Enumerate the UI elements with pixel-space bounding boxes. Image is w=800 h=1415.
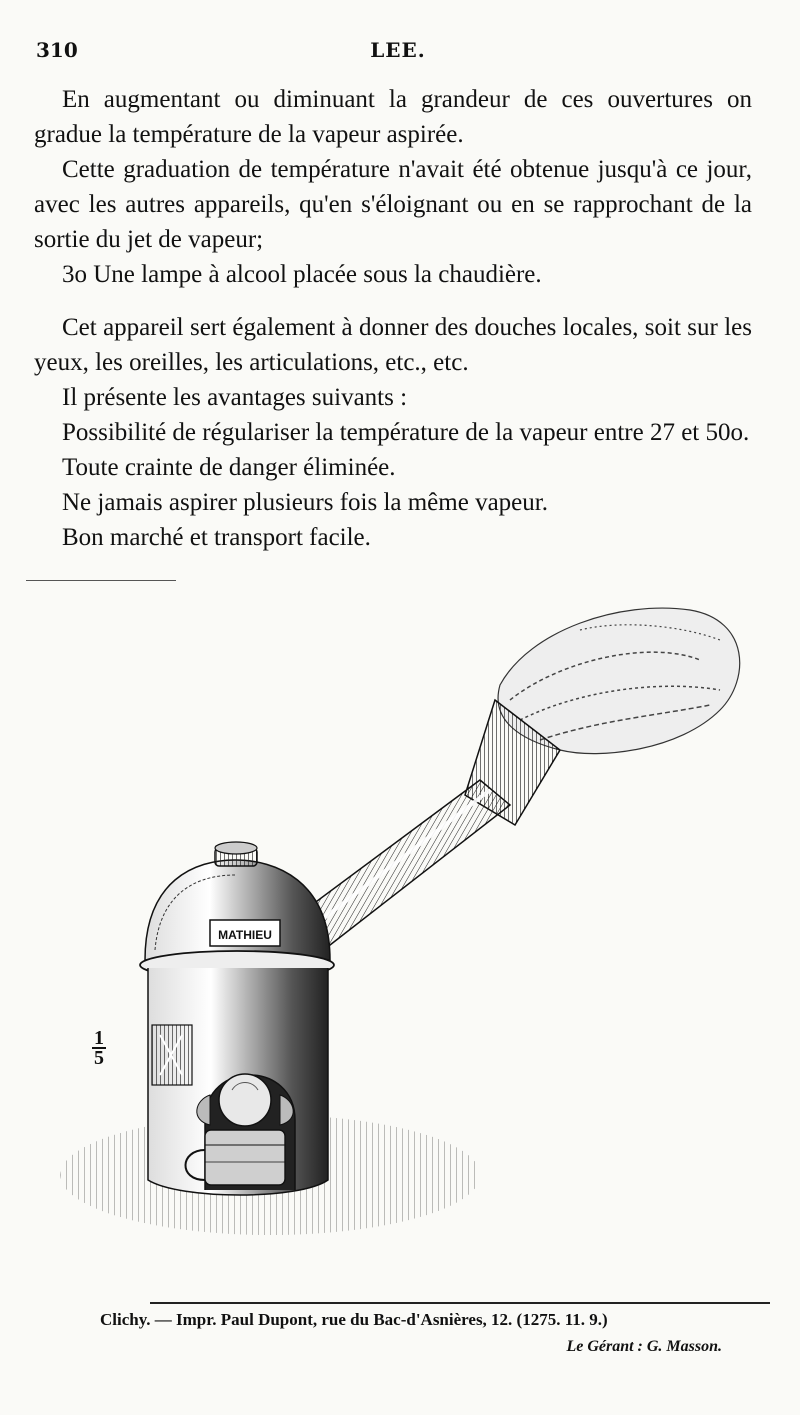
- paragraph: Cet appareil sert également à donner des douches locales, soit sur les yeux, les oreilles, les articulations, etc., etc.: [34, 314, 752, 376]
- scale-numerator: 1: [94, 1027, 104, 1049]
- scale-fraction: [92, 1027, 106, 1069]
- paragraph: En augmentant ou diminuant la grandeur de ces ouvertures on gradue la température de la vapeur aspirée.: [34, 86, 752, 148]
- inhaler-illustration: [60, 590, 760, 1270]
- scale-denominator: 5: [94, 1047, 104, 1069]
- alcohol-lamp: [205, 1130, 285, 1185]
- lamp-globe: [219, 1074, 271, 1126]
- running-head: LEE.: [370, 38, 426, 62]
- separator-rule: [26, 580, 176, 581]
- page-number: 310: [36, 38, 78, 62]
- body-text: [34, 82, 752, 555]
- paragraph: Cette graduation de température n'avait été obtenue jusqu'à ce jour, avec les autres appareils, qu'en s'éloignant ou en se rapprochant de la sortie du jet de vapeur;: [34, 156, 752, 253]
- imprint-line: Clichy. — Impr. Paul Dupont, rue du Bac-d'Asnières, 12. (1275. 11. 9.): [100, 1310, 608, 1329]
- inhaler-tube: [305, 780, 510, 945]
- paragraph: Il présente les avantages suivants :: [62, 384, 408, 411]
- gerant-line: Le Gérant : G. Masson.: [566, 1338, 722, 1355]
- paragraph: Toute crainte de danger éliminée.: [62, 454, 396, 481]
- footer-rule: [150, 1302, 770, 1304]
- paragraph: Bon marché et transport facile.: [62, 524, 371, 551]
- maker-plate-label: MATHIEU: [218, 928, 272, 942]
- paragraph: Ne jamais aspirer plusieurs fois la même vapeur.: [62, 489, 548, 516]
- paragraph: Possibilité de régulariser la température de la vapeur entre 27 et 50o.: [62, 419, 750, 446]
- page-header: [36, 38, 760, 68]
- paragraph: 3o Une lampe à alcool placée sous la chaudière.: [62, 261, 542, 288]
